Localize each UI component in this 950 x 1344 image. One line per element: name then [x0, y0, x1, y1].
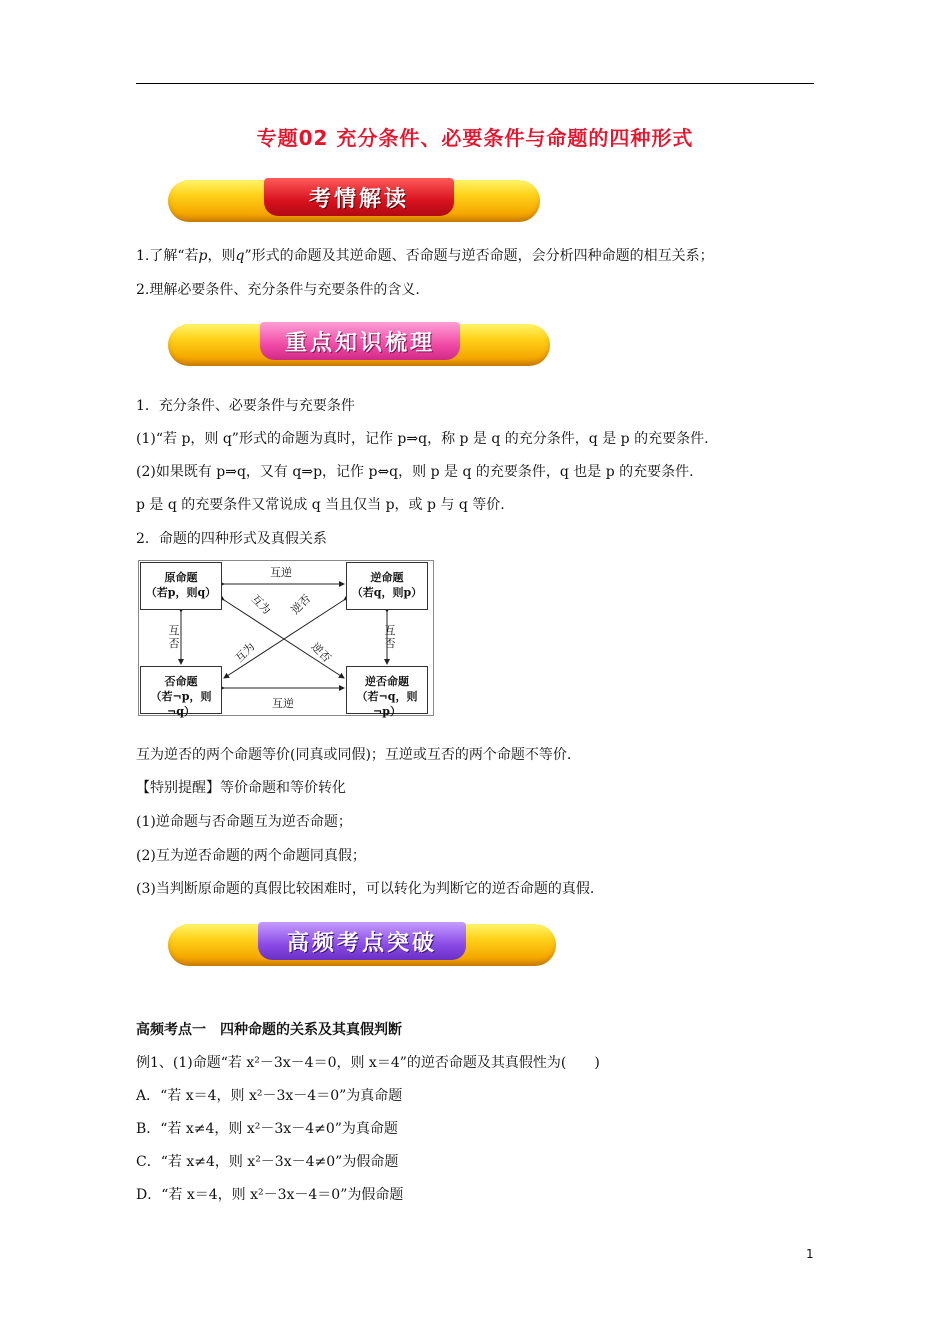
knowledge-heading-1: 1．充分条件、必要条件与充要条件 [136, 398, 355, 414]
label-left-inverse: 互 否 [168, 624, 180, 650]
knowledge-para-3: p 是 q 的充要条件又常说成 q 当且仅当 p，或 p 与 q 等价. [136, 497, 505, 513]
label-diag-3: 互为 [232, 640, 258, 665]
header-rule [136, 83, 814, 84]
label-right-inverse: 互 否 [384, 624, 396, 650]
question-stem: 例1、(1)命题“若 x²－3x－4＝0，则 x＝4”的逆否命题及其真假性为( ) [136, 1055, 600, 1071]
banner-label: 重点知识梳理 [260, 322, 460, 360]
inverse-proposition-box: 否命题 （若¬p，则¬q） [140, 666, 222, 714]
intro-line-1: 1.了解“若p，则q”形式的命题及其逆命题、否命题与逆否命题，会分析四种命题的相互关系； [136, 248, 714, 264]
option-c: C．“若 x≠4，则 x²－3x－4≠0”为假命题 [136, 1154, 399, 1170]
reminder-item-3: (3)当判断原命题的真假比较困难时，可以转化为判断它的逆否命题的真假. [136, 881, 595, 897]
label-diag-1: 互为 [248, 592, 274, 617]
banner-zhongdian [168, 322, 550, 366]
banner-kaoqing [168, 178, 540, 222]
banner-label: 高频考点突破 [258, 922, 466, 960]
banner-label: 考情解读 [264, 178, 454, 216]
option-b: B．“若 x≠4，则 x²－3x－4≠0”为真命题 [136, 1121, 398, 1137]
knowledge-para-2: (2)如果既有 p⇒q，又有 q⇒p，记作 p⇔q，则 p 是 q 的充要条件，q 也是 p 的充要条件. [136, 464, 694, 480]
label-diag-2: 逆否 [288, 592, 314, 617]
page-number: 1 [806, 1247, 814, 1261]
page-title: 专题02 充分条件、必要条件与命题的四种形式 [256, 126, 694, 150]
knowledge-para-1: (1)“若 p，则 q”形式的命题为真时，记作 p⇒q，称 p 是 q 的充分条件，q 是 p 的充要条件. [136, 431, 709, 447]
special-reminder-heading: 【特别提醒】等价命题和等价转化 [136, 780, 346, 796]
four-propositions-diagram [138, 560, 434, 716]
original-proposition-box: 原命题 （若p，则q） [140, 562, 222, 610]
label-bottom-converse: 互逆 [272, 697, 294, 710]
option-d: D．“若 x＝4，则 x²－3x－4＝0”为假命题 [136, 1187, 404, 1203]
converse-proposition-box: 逆命题 （若q，则p） [346, 562, 428, 610]
knowledge-heading-2: 2．命题的四种形式及真假关系 [136, 531, 327, 547]
contrapositive-proposition-box: 逆否命题 （若¬q，则¬p） [346, 666, 428, 714]
equivalence-note: 互为逆否的两个命题等价(同真或同假)；互逆或互否的两个命题不等价. [136, 747, 572, 763]
label-diag-4: 逆否 [308, 640, 334, 665]
label-top-converse: 互逆 [270, 566, 292, 579]
exam-heading: 高频考点一 四种命题的关系及其真假判断 [136, 1022, 402, 1038]
banner-gaopin [168, 922, 556, 966]
reminder-item-1: (1)逆命题与否命题互为逆否命题； [136, 814, 352, 830]
intro-line-2: 2.理解必要条件、充分条件与充要条件的含义. [136, 282, 420, 298]
reminder-item-2: (2)互为逆否命题的两个命题同真假； [136, 848, 366, 864]
option-a: A．“若 x＝4，则 x²－3x－4＝0”为真命题 [136, 1088, 403, 1104]
